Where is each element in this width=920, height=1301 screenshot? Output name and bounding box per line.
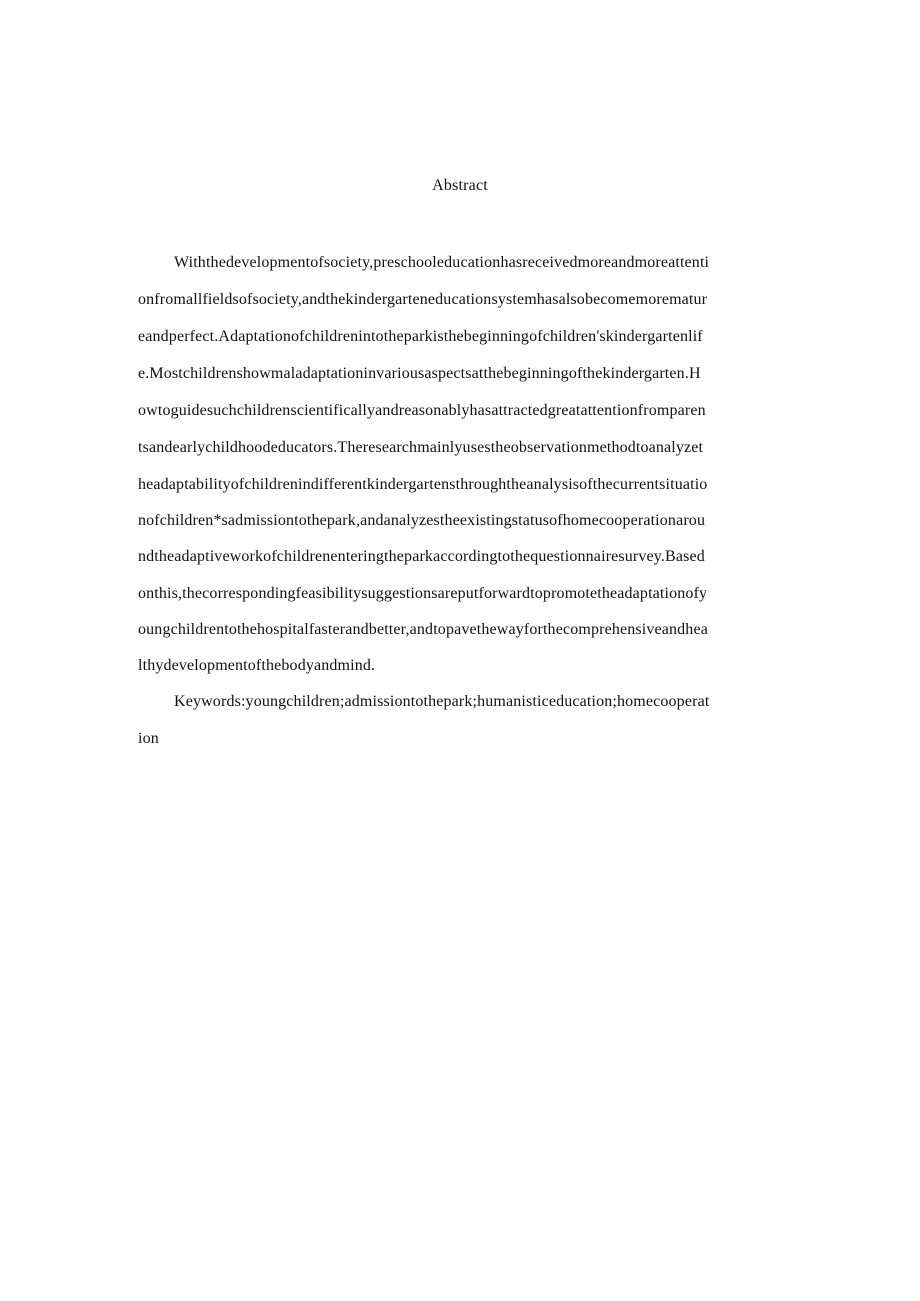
- abstract-line: headaptabilityofchildrenindifferentkindergartensthroughtheanalysisofthecurrentsituatio: [138, 476, 708, 493]
- abstract-line: ndtheadaptiveworkofchildrenenteringtheparkaccordingtothequestionnairesurvey.Based: [138, 548, 705, 565]
- abstract-line: eandperfect.Adaptationofchildrenintotheparkisthebeginningofchildren'skindergartenlif: [138, 328, 703, 345]
- keywords-line: Keywords:youngchildren;admissiontothepark;humanisticeducation;homecooperat: [174, 693, 710, 710]
- abstract-line: e.Mostchildrenshowmaladaptationinvariousaspectsatthebeginningofthekindergarten.H: [138, 365, 701, 382]
- abstract-line: onthis,thecorrespondingfeasibilitysuggestionsareputforwardtopromotetheadaptationofy: [138, 585, 708, 602]
- abstract-line: tsandearlychildhoodeducators.Theresearchmainlyusestheobservationmethodtoanalyzet: [138, 439, 704, 456]
- abstract-line: Withthedevelopmentofsociety,preschooleducationhasreceivedmoreandmoreattenti: [174, 254, 710, 271]
- abstract-line: onfromallfieldsofsociety,andthekindergarteneducationsystemhasalsobecomemorematur: [138, 291, 708, 308]
- page-title: Abstract: [432, 177, 488, 194]
- keywords-line: ion: [138, 730, 159, 747]
- abstract-line: oungchildrentothehospitalfasterandbetter,andtopavethewayforthecomprehensiveandhea: [138, 621, 708, 638]
- abstract-line: nofchildren*sadmissiontothepark,andanalyzestheexistingstatusofhomecooperationarou: [138, 512, 706, 529]
- abstract-line: lthydevelopmentofthebodyandmind.: [138, 657, 376, 674]
- abstract-line: owtoguidesuchchildrenscientificallyandreasonablyhasattractedgreatattentionfromparen: [138, 402, 706, 419]
